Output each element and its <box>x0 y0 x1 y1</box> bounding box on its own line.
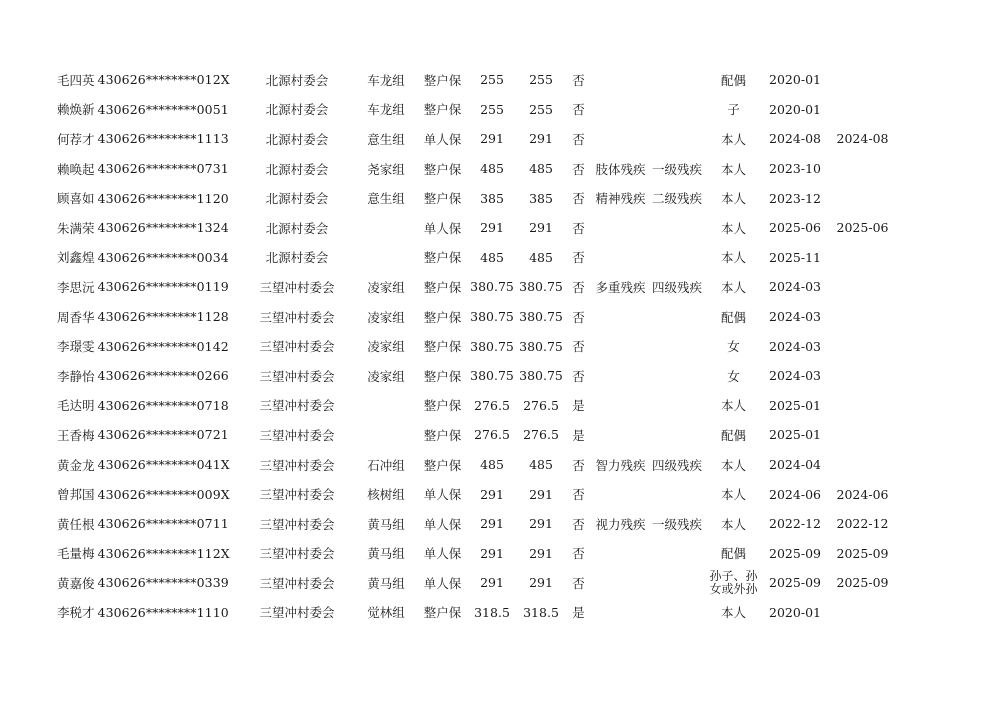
end-date-cell <box>828 391 898 421</box>
amount-cell: 291 <box>480 486 504 502</box>
person-name-cell: 朱满荣 <box>57 220 95 236</box>
disability-type-cell <box>592 479 650 509</box>
start-date-cell: 2025-09 <box>769 545 821 561</box>
disability-level-cell: 四级残疾 <box>652 457 703 473</box>
village-group-cell: 觉林组 <box>367 605 405 621</box>
disability-type-cell: 肢体残疾 <box>595 161 646 177</box>
insurance-type-cell: 整户保 <box>423 339 462 355</box>
table-row <box>57 391 898 421</box>
village-group-cell <box>355 213 418 243</box>
end-date-cell <box>828 183 898 213</box>
disability-type-cell <box>592 213 650 243</box>
id-number-cell: 430626********112X <box>97 545 230 561</box>
disability-level-cell <box>650 391 705 421</box>
village-committee-cell: 三望冲村委会 <box>259 516 335 532</box>
insurance-type-cell: 整户保 <box>423 309 462 325</box>
village-group-cell: 凌家组 <box>367 279 405 295</box>
person-name-cell: 赖唤起 <box>57 161 95 177</box>
id-number-cell: 430626********1110 <box>97 604 229 620</box>
table-row <box>57 361 898 391</box>
amount-cell: 291 <box>529 486 553 502</box>
amount-cell: 485 <box>480 161 504 177</box>
end-date-cell <box>828 598 898 628</box>
person-name-cell: 何荐才 <box>57 131 95 147</box>
disability-level-cell <box>650 213 705 243</box>
disability-level-cell: 四级残疾 <box>652 279 703 295</box>
village-committee-cell: 三望冲村委会 <box>259 368 335 384</box>
relation-cell: 女 <box>727 368 740 384</box>
table-row <box>57 450 898 480</box>
start-date-cell: 2025-09 <box>769 575 821 591</box>
disability-type-cell <box>592 331 650 361</box>
amount-cell: 380.75 <box>519 309 563 325</box>
start-date-cell: 2024-06 <box>769 486 821 502</box>
amount-cell: 385 <box>529 190 553 206</box>
amount-cell: 385 <box>480 190 504 206</box>
disability-level-cell <box>650 539 705 569</box>
start-date-cell: 2024-08 <box>769 131 821 147</box>
id-number-cell: 430626********0034 <box>97 249 229 265</box>
disability-type-cell <box>592 420 650 450</box>
insurance-type-cell: 整户保 <box>423 605 462 621</box>
disability-type-cell: 视力残疾 <box>595 516 646 532</box>
amount-cell: 291 <box>480 516 504 532</box>
id-number-cell: 430626********1324 <box>97 220 229 236</box>
end-date-cell <box>828 450 898 480</box>
person-name-cell: 黄嘉俊 <box>57 575 95 591</box>
end-date-cell <box>828 302 898 332</box>
village-group-cell: 车龙组 <box>367 102 405 118</box>
disability-type-cell: 精神残疾 <box>595 191 646 207</box>
table-row <box>57 420 898 450</box>
person-name-cell: 李思沅 <box>57 279 95 295</box>
relation-cell: 配偶 <box>721 427 747 443</box>
person-name-cell: 毛四英 <box>57 72 95 88</box>
start-date-cell: 2023-10 <box>769 161 821 177</box>
end-date-cell: 2025-09 <box>836 545 889 561</box>
disability-type-cell <box>592 391 650 421</box>
relation-cell: 配偶 <box>721 309 747 325</box>
village-committee-cell: 三望冲村委会 <box>259 427 335 443</box>
table-row <box>57 598 898 628</box>
disability-type-cell <box>592 539 650 569</box>
end-date-cell <box>828 154 898 184</box>
table-row <box>57 95 898 125</box>
start-date-cell: 2020-01 <box>769 72 821 88</box>
person-name-cell: 曾邦国 <box>57 487 95 503</box>
amount-cell: 276.5 <box>523 427 559 443</box>
yes-no-flag-cell: 否 <box>572 72 585 88</box>
amount-cell: 291 <box>480 220 504 236</box>
village-committee-cell: 北源村委会 <box>265 131 329 147</box>
yes-no-flag-cell: 否 <box>572 575 585 591</box>
village-group-cell: 黄马组 <box>367 516 405 532</box>
amount-cell: 291 <box>529 575 553 591</box>
disability-level-cell <box>650 124 705 154</box>
village-group-cell <box>355 391 418 421</box>
amount-cell: 291 <box>529 131 553 147</box>
amount-cell: 291 <box>529 220 553 236</box>
start-date-cell: 2024-03 <box>769 368 821 384</box>
amount-cell: 485 <box>529 457 553 473</box>
relation-cell: 本人 <box>721 279 747 295</box>
village-committee-cell: 北源村委会 <box>265 72 329 88</box>
village-committee-cell: 北源村委会 <box>265 220 329 236</box>
table-row <box>57 243 898 273</box>
id-number-cell: 430626********0731 <box>97 161 229 177</box>
relation-cell: 本人 <box>721 398 747 414</box>
person-name-cell: 黄任根 <box>57 516 95 532</box>
disability-type-cell <box>592 361 650 391</box>
end-date-cell: 2025-06 <box>836 220 889 236</box>
insurance-type-cell: 整户保 <box>423 250 462 266</box>
relation-cell: 本人 <box>721 220 747 236</box>
disability-level-cell <box>650 568 705 598</box>
yes-no-flag-cell: 是 <box>572 427 585 443</box>
yes-no-flag-cell: 是 <box>572 605 585 621</box>
person-name-cell: 赖焕新 <box>57 102 95 118</box>
amount-cell: 276.5 <box>474 427 510 443</box>
start-date-cell: 2024-04 <box>769 457 821 473</box>
insurance-type-cell: 单人保 <box>423 487 462 503</box>
village-committee-cell: 北源村委会 <box>265 191 329 207</box>
disability-type-cell <box>592 243 650 273</box>
relation-cell: 本人 <box>721 487 747 503</box>
village-committee-cell: 三望冲村委会 <box>259 487 335 503</box>
disability-type-cell <box>592 124 650 154</box>
end-date-cell: 2022-12 <box>836 516 889 532</box>
table-row <box>57 568 898 598</box>
amount-cell: 318.5 <box>474 604 510 620</box>
amount-cell: 380.75 <box>470 338 514 354</box>
village-group-cell <box>355 420 418 450</box>
amount-cell: 255 <box>480 101 504 117</box>
start-date-cell: 2025-01 <box>769 397 821 413</box>
insurance-type-cell: 整户保 <box>423 102 462 118</box>
amount-cell: 485 <box>480 249 504 265</box>
table-row <box>57 479 898 509</box>
table-row <box>57 302 898 332</box>
amount-cell: 276.5 <box>523 397 559 413</box>
amount-cell: 291 <box>480 545 504 561</box>
yes-no-flag-cell: 否 <box>572 487 585 503</box>
insurance-type-cell: 整户保 <box>423 72 462 88</box>
id-number-cell: 430626********0711 <box>97 516 229 532</box>
insurance-type-cell: 整户保 <box>423 191 462 207</box>
disability-type-cell <box>592 302 650 332</box>
amount-cell: 380.75 <box>470 368 514 384</box>
table-row <box>57 65 898 95</box>
village-group-cell: 黄马组 <box>367 575 405 591</box>
amount-cell: 485 <box>529 249 553 265</box>
end-date-cell <box>828 65 898 95</box>
end-date-cell <box>828 420 898 450</box>
id-number-cell: 430626********0339 <box>97 575 229 591</box>
village-group-cell: 意生组 <box>367 131 405 147</box>
end-date-cell <box>828 272 898 302</box>
person-name-cell: 毛量梅 <box>57 546 95 562</box>
village-group-cell: 尧家组 <box>367 161 405 177</box>
disability-level-cell <box>650 479 705 509</box>
relation-cell: 孙子、孙女或外孙 <box>709 568 758 596</box>
amount-cell: 291 <box>480 131 504 147</box>
start-date-cell: 2025-11 <box>769 249 821 265</box>
village-committee-cell: 三望冲村委会 <box>259 339 335 355</box>
relation-cell: 本人 <box>721 605 747 621</box>
amount-cell: 255 <box>529 72 553 88</box>
start-date-cell: 2025-06 <box>769 220 821 236</box>
end-date-cell <box>828 361 898 391</box>
relation-cell: 配偶 <box>721 72 747 88</box>
id-number-cell: 430626********0266 <box>97 368 229 384</box>
village-group-cell: 石冲组 <box>367 457 405 473</box>
village-group-cell: 黄马组 <box>367 546 405 562</box>
disability-type-cell <box>592 568 650 598</box>
yes-no-flag-cell: 否 <box>572 546 585 562</box>
table-row <box>57 213 898 243</box>
insurance-type-cell: 整户保 <box>423 398 462 414</box>
end-date-cell: 2024-06 <box>836 486 889 502</box>
village-group-cell <box>355 243 418 273</box>
disability-type-cell <box>592 598 650 628</box>
person-name-cell: 刘鑫煌 <box>57 250 95 266</box>
insurance-type-cell: 单人保 <box>423 575 462 591</box>
id-number-cell: 430626********1128 <box>97 309 229 325</box>
relation-cell: 本人 <box>721 250 747 266</box>
yes-no-flag-cell: 否 <box>572 102 585 118</box>
disability-level-cell <box>650 65 705 95</box>
yes-no-flag-cell: 否 <box>572 161 585 177</box>
insurance-type-cell: 整户保 <box>423 368 462 384</box>
yes-no-flag-cell: 否 <box>572 279 585 295</box>
yes-no-flag-cell: 否 <box>572 516 585 532</box>
start-date-cell: 2023-12 <box>769 190 821 206</box>
end-date-cell <box>828 243 898 273</box>
village-group-cell: 核树组 <box>367 487 405 503</box>
id-number-cell: 430626********0718 <box>97 397 229 413</box>
end-date-cell <box>828 331 898 361</box>
relation-cell: 本人 <box>721 131 747 147</box>
end-date-cell: 2024-08 <box>836 131 889 147</box>
disability-level-cell <box>650 361 705 391</box>
relation-cell: 子 <box>727 102 740 118</box>
amount-cell: 380.75 <box>470 309 514 325</box>
disability-type-cell: 多重残疾 <box>595 279 646 295</box>
village-group-cell: 车龙组 <box>367 72 405 88</box>
person-name-cell: 周香华 <box>57 309 95 325</box>
id-number-cell: 430626********041X <box>97 457 230 473</box>
village-committee-cell: 三望冲村委会 <box>259 457 335 473</box>
village-committee-cell: 三望冲村委会 <box>259 398 335 414</box>
table-row <box>57 183 898 213</box>
table-row <box>57 124 898 154</box>
person-name-cell: 李静怡 <box>57 368 95 384</box>
table-row <box>57 539 898 569</box>
village-committee-cell: 三望冲村委会 <box>259 575 335 591</box>
amount-cell: 276.5 <box>474 397 510 413</box>
amount-cell: 485 <box>529 161 553 177</box>
yes-no-flag-cell: 否 <box>572 220 585 236</box>
yes-no-flag-cell: 否 <box>572 457 585 473</box>
disability-level-cell <box>650 420 705 450</box>
insurance-type-cell: 单人保 <box>423 131 462 147</box>
relation-cell: 女 <box>727 339 740 355</box>
village-group-cell: 凌家组 <box>367 368 405 384</box>
disability-level-cell <box>650 302 705 332</box>
records-table-body <box>57 65 898 627</box>
village-committee-cell: 三望冲村委会 <box>259 546 335 562</box>
table-row <box>57 272 898 302</box>
end-date-cell <box>828 95 898 125</box>
id-number-cell: 430626********012X <box>97 72 230 88</box>
village-group-cell: 意生组 <box>367 191 405 207</box>
insurance-type-cell: 整户保 <box>423 161 462 177</box>
end-date-cell: 2025-09 <box>836 575 889 591</box>
person-name-cell: 顾喜如 <box>57 191 95 207</box>
start-date-cell: 2020-01 <box>769 101 821 117</box>
amount-cell: 380.75 <box>519 279 563 295</box>
village-committee-cell: 北源村委会 <box>265 161 329 177</box>
id-number-cell: 430626********009X <box>97 486 230 502</box>
disability-type-cell: 智力残疾 <box>595 457 646 473</box>
relation-cell: 本人 <box>721 191 747 207</box>
table-row <box>57 331 898 361</box>
yes-no-flag-cell: 否 <box>572 191 585 207</box>
relation-cell: 本人 <box>721 457 747 473</box>
amount-cell: 380.75 <box>519 368 563 384</box>
insurance-type-cell: 单人保 <box>423 220 462 236</box>
insurance-type-cell: 整户保 <box>423 457 462 473</box>
village-committee-cell: 三望冲村委会 <box>259 279 335 295</box>
village-committee-cell: 三望冲村委会 <box>259 605 335 621</box>
amount-cell: 485 <box>480 457 504 473</box>
insurance-type-cell: 单人保 <box>423 516 462 532</box>
start-date-cell: 2025-01 <box>769 427 821 443</box>
amount-cell: 291 <box>529 516 553 532</box>
disability-type-cell <box>592 65 650 95</box>
id-number-cell: 430626********1120 <box>97 190 229 206</box>
yes-no-flag-cell: 否 <box>572 250 585 266</box>
village-committee-cell: 北源村委会 <box>265 102 329 118</box>
table-row <box>57 154 898 184</box>
disability-type-cell <box>592 95 650 125</box>
village-committee-cell: 三望冲村委会 <box>259 309 335 325</box>
village-group-cell: 凌家组 <box>367 339 405 355</box>
id-number-cell: 430626********0721 <box>97 427 229 443</box>
start-date-cell: 2022-12 <box>769 516 821 532</box>
disability-level-cell: 一级残疾 <box>652 516 703 532</box>
yes-no-flag-cell: 否 <box>572 309 585 325</box>
id-number-cell: 430626********0119 <box>97 279 229 295</box>
insurance-type-cell: 单人保 <box>423 546 462 562</box>
start-date-cell: 2024-03 <box>769 309 821 325</box>
person-name-cell: 毛达明 <box>57 398 95 414</box>
amount-cell: 291 <box>480 575 504 591</box>
start-date-cell: 2024-03 <box>769 279 821 295</box>
person-name-cell: 李璟雯 <box>57 339 95 355</box>
start-date-cell: 2020-01 <box>769 604 821 620</box>
start-date-cell: 2024-03 <box>769 338 821 354</box>
yes-no-flag-cell: 是 <box>572 398 585 414</box>
disability-level-cell <box>650 598 705 628</box>
amount-cell: 318.5 <box>523 604 559 620</box>
disability-level-cell <box>650 95 705 125</box>
disability-level-cell <box>650 243 705 273</box>
relation-cell: 本人 <box>721 161 747 177</box>
table-row <box>57 509 898 539</box>
person-name-cell: 李税才 <box>57 605 95 621</box>
yes-no-flag-cell: 否 <box>572 368 585 384</box>
disability-level-cell: 二级残疾 <box>652 191 703 207</box>
village-group-cell: 凌家组 <box>367 309 405 325</box>
id-number-cell: 430626********1113 <box>97 131 229 147</box>
amount-cell: 380.75 <box>519 338 563 354</box>
village-committee-cell: 北源村委会 <box>265 250 329 266</box>
person-name-cell: 黄金龙 <box>57 457 95 473</box>
insurance-type-cell: 整户保 <box>423 427 462 443</box>
amount-cell: 291 <box>529 545 553 561</box>
relation-cell: 配偶 <box>721 546 747 562</box>
disability-level-cell <box>650 331 705 361</box>
amount-cell: 380.75 <box>470 279 514 295</box>
relation-cell: 本人 <box>721 516 747 532</box>
id-number-cell: 430626********0051 <box>97 101 229 117</box>
amount-cell: 255 <box>480 72 504 88</box>
disability-level-cell: 一级残疾 <box>652 161 703 177</box>
yes-no-flag-cell: 否 <box>572 131 585 147</box>
person-name-cell: 王香梅 <box>57 427 95 443</box>
id-number-cell: 430626********0142 <box>97 338 229 354</box>
amount-cell: 255 <box>529 101 553 117</box>
yes-no-flag-cell: 否 <box>572 339 585 355</box>
insurance-type-cell: 整户保 <box>423 279 462 295</box>
records-table <box>57 65 898 627</box>
